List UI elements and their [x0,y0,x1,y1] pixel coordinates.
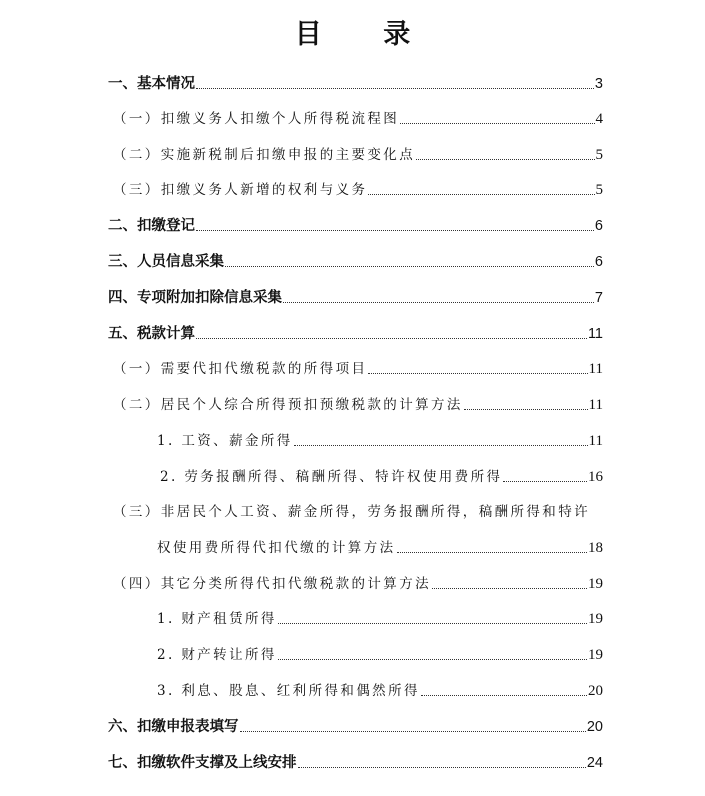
dot-leader [503,481,587,482]
toc-entry-label: 1. 工资、薪金所得 [157,433,293,449]
toc-entry-label: 权使用费所得代扣代缴的计算方法 [157,540,396,556]
dot-leader [283,302,594,303]
toc-entry-label: 四、专项附加扣除信息采集 [108,290,282,306]
toc-page-number: 4 [595,111,603,127]
toc-entry-tax-calculation[interactable] [108,322,603,343]
toc-entry-label: 二、扣缴登记 [108,218,195,234]
toc-entry-other-income-method[interactable] [113,572,603,593]
toc-entry-label: （四）其它分类所得代扣代缴税款的计算方法 [113,576,431,592]
toc-entry-property-lease[interactable] [157,607,603,628]
dot-leader [298,767,586,768]
dot-leader [196,88,594,89]
toc-page-number: 24 [586,755,603,771]
toc-entry-labor-remuneration[interactable] [160,465,603,486]
toc-entry-label: （三）扣缴义务人新增的权利与义务 [113,182,368,198]
dot-leader [368,373,587,374]
toc-page-number: 19 [588,576,603,592]
dot-leader [397,552,588,553]
dot-leader [421,695,587,696]
toc-entry-basic-info[interactable] [108,72,603,93]
toc-entry-label: 3. 利息、股息、红利所得和偶然所得 [157,683,420,699]
toc-entry-resident-method[interactable] [113,393,603,414]
toc-entry-label: 一、基本情况 [108,76,195,92]
toc-entry-label: （二）实施新税制后扣缴申报的主要变化点 [113,147,416,163]
toc-entry-declaration-form[interactable] [108,715,603,736]
toc-entry-flowchart[interactable] [113,107,603,128]
toc-page-number: 3 [594,76,603,92]
toc-page-number: 20 [586,719,603,735]
toc-entry-nonresident-method[interactable] [157,536,603,557]
dot-leader [240,731,586,732]
dot-leader [196,338,587,339]
toc-entry-label: （一）需要代扣代缴税款的所得项目 [113,361,368,377]
toc-entry-income-items[interactable] [113,357,603,378]
toc-entry-wages[interactable] [157,429,603,450]
toc-page-number: 6 [594,254,603,270]
toc-entry-interest-dividends[interactable] [157,679,603,700]
dot-leader [278,623,587,624]
dot-leader [432,588,587,589]
toc-page-number: 18 [588,540,603,556]
toc-entry-label: 三、人员信息采集 [108,254,224,270]
toc-entry-main-changes[interactable] [113,143,603,164]
dot-leader [294,445,588,446]
toc-page-number: 19 [588,647,603,663]
toc-page-number: 11 [588,361,603,377]
toc-entry-label: 2. 劳务报酬所得、稿酬所得、特许权使用费所得 [160,469,503,485]
dot-leader [416,159,594,160]
dot-leader [464,409,588,410]
toc-page-number: 16 [588,469,603,485]
toc-page-number: 11 [588,397,603,413]
toc-entry-label: （一）扣缴义务人扣缴个人所得税流程图 [113,111,400,127]
dot-leader [368,194,594,195]
toc-entry-label: 六、扣缴申报表填写 [108,719,239,735]
toc-entry-label: 七、扣缴软件支撑及上线安排 [108,755,297,771]
dot-leader [225,266,594,267]
toc-entry-property-transfer[interactable] [157,643,603,664]
toc-page-number: 11 [588,433,603,449]
dot-leader [400,123,594,124]
toc-entry-software-support[interactable] [108,751,603,772]
toc-title: 目 录 [294,19,437,50]
toc-entry-label: 2. 财产转让所得 [157,647,277,663]
toc-page-number: 5 [595,182,603,198]
toc-page-number: 7 [594,290,603,306]
toc-page-number: 20 [588,683,603,699]
toc-page-number: 19 [588,611,603,627]
dot-leader [278,659,587,660]
toc-entry-label: 五、税款计算 [108,326,195,342]
toc-page-number: 5 [595,147,603,163]
toc-page-number: 11 [587,326,603,342]
toc-entry-special-deductions[interactable] [108,286,603,307]
toc-entry-registration[interactable] [108,214,603,235]
toc-entry-rights-obligations[interactable] [113,178,603,199]
toc-entry-label: 1. 财产租赁所得 [157,611,277,627]
toc-entry-nonresident-line1[interactable]: （三）非居民个人工资、薪金所得，劳务报酬所得，稿酬所得和特许 [113,504,590,520]
toc-entry-label: （二）居民个人综合所得预扣预缴税款的计算方法 [113,397,463,413]
dot-leader [196,230,594,231]
toc-entry-personnel-info[interactable] [108,250,603,271]
toc-page-number: 6 [594,218,603,234]
